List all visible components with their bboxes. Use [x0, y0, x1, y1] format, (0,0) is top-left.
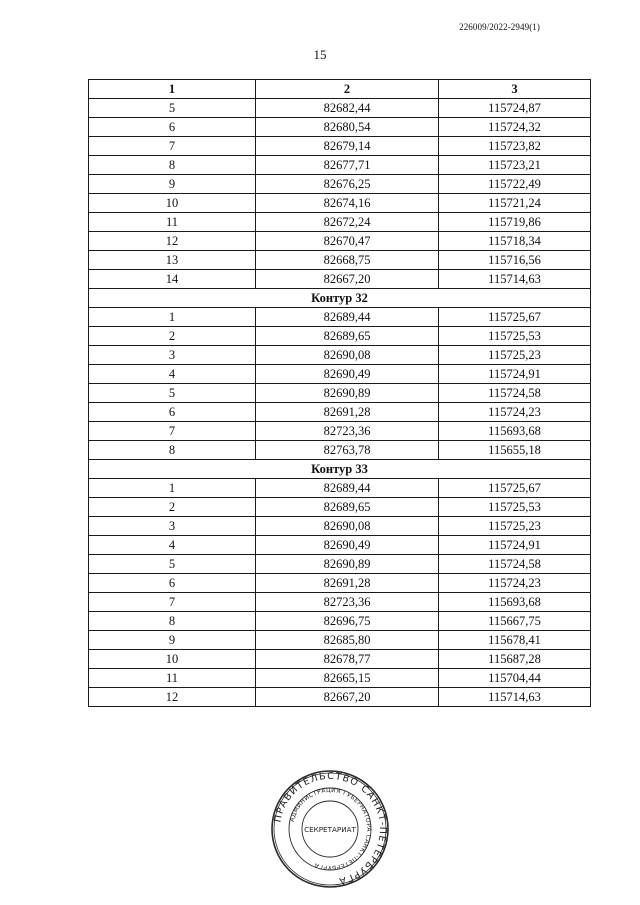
- y-coordinate-cell: 115693,68: [439, 422, 591, 441]
- point-number-cell: 8: [89, 612, 256, 631]
- point-number-cell: 5: [89, 384, 256, 403]
- point-number-cell: 8: [89, 441, 256, 460]
- y-coordinate-cell: 115704,44: [439, 669, 591, 688]
- x-coordinate-cell: 82674,16: [256, 194, 439, 213]
- table-row: [89, 479, 591, 498]
- x-coordinate-cell: 82690,08: [256, 346, 439, 365]
- x-coordinate-cell: 82680,54: [256, 118, 439, 137]
- table-row: [89, 232, 591, 251]
- table-row: [89, 118, 591, 137]
- y-coordinate-cell: 115724,23: [439, 574, 591, 593]
- x-coordinate-cell: 82679,14: [256, 137, 439, 156]
- table-row: [89, 175, 591, 194]
- table-row: [89, 403, 591, 422]
- table-row: [89, 194, 591, 213]
- table-row: [89, 384, 591, 403]
- secretariat-stamp: [262, 770, 398, 888]
- table-row: [89, 688, 591, 707]
- point-number-cell: 7: [89, 422, 256, 441]
- table-row: [89, 593, 591, 612]
- table-row: [89, 669, 591, 688]
- document-number: 226009/2022-2949(1): [459, 22, 540, 32]
- y-coordinate-cell: 115721,24: [439, 194, 591, 213]
- x-coordinate-cell: 82667,20: [256, 688, 439, 707]
- y-coordinate-cell: 115687,28: [439, 650, 591, 669]
- point-number-cell: 4: [89, 536, 256, 555]
- x-coordinate-cell: 82689,44: [256, 479, 439, 498]
- point-number-cell: 2: [89, 327, 256, 346]
- table-row: [89, 574, 591, 593]
- point-number-cell: 12: [89, 232, 256, 251]
- x-coordinate-cell: 82665,15: [256, 669, 439, 688]
- y-coordinate-cell: 115723,21: [439, 156, 591, 175]
- section-row: [89, 460, 591, 479]
- y-coordinate-cell: 115667,75: [439, 612, 591, 631]
- point-number-cell: 6: [89, 574, 256, 593]
- x-coordinate-cell: 82676,25: [256, 175, 439, 194]
- table-row: [89, 498, 591, 517]
- x-coordinate-cell: 82685,80: [256, 631, 439, 650]
- y-coordinate-cell: 115719,86: [439, 213, 591, 232]
- section-title: Контур 33: [89, 460, 591, 479]
- point-number-cell: 8: [89, 156, 256, 175]
- point-number-cell: 1: [89, 308, 256, 327]
- x-coordinate-cell: 82677,71: [256, 156, 439, 175]
- header-cell: 2: [256, 80, 439, 99]
- y-coordinate-cell: 115725,23: [439, 346, 591, 365]
- table-row: [89, 612, 591, 631]
- x-coordinate-cell: 82763,78: [256, 441, 439, 460]
- stamp-inner-text: АДМИНИСТРАЦИЯ ГУБЕРНАТОРА САНКТ-ПЕТЕРБУРГА: [288, 786, 373, 872]
- point-number-cell: 7: [89, 137, 256, 156]
- table-row: [89, 536, 591, 555]
- stamp-center-text: СЕКРЕТАРИАТ: [304, 825, 356, 834]
- y-coordinate-cell: 115724,58: [439, 384, 591, 403]
- x-coordinate-cell: 82672,24: [256, 213, 439, 232]
- x-coordinate-cell: 82690,89: [256, 384, 439, 403]
- table-row: [89, 308, 591, 327]
- table-row: [89, 270, 591, 289]
- y-coordinate-cell: 115725,67: [439, 308, 591, 327]
- x-coordinate-cell: 82682,44: [256, 99, 439, 118]
- coordinates-table: [88, 79, 591, 707]
- table-row: [89, 137, 591, 156]
- point-number-cell: 6: [89, 118, 256, 137]
- x-coordinate-cell: 82690,49: [256, 536, 439, 555]
- x-coordinate-cell: 82691,28: [256, 403, 439, 422]
- y-coordinate-cell: 115724,87: [439, 99, 591, 118]
- table-row: [89, 631, 591, 650]
- y-coordinate-cell: 115678,41: [439, 631, 591, 650]
- y-coordinate-cell: 115722,49: [439, 175, 591, 194]
- table-row: [89, 517, 591, 536]
- point-number-cell: 11: [89, 669, 256, 688]
- x-coordinate-cell: 82691,28: [256, 574, 439, 593]
- x-coordinate-cell: 82668,75: [256, 251, 439, 270]
- point-number-cell: 6: [89, 403, 256, 422]
- x-coordinate-cell: 82690,08: [256, 517, 439, 536]
- point-number-cell: 9: [89, 631, 256, 650]
- point-number-cell: 1: [89, 479, 256, 498]
- y-coordinate-cell: 115714,63: [439, 270, 591, 289]
- x-coordinate-cell: 82723,36: [256, 593, 439, 612]
- point-number-cell: 3: [89, 346, 256, 365]
- y-coordinate-cell: 115693,68: [439, 593, 591, 612]
- y-coordinate-cell: 115725,23: [439, 517, 591, 536]
- y-coordinate-cell: 115725,67: [439, 479, 591, 498]
- point-number-cell: 4: [89, 365, 256, 384]
- table-row: [89, 251, 591, 270]
- y-coordinate-cell: 115718,34: [439, 232, 591, 251]
- y-coordinate-cell: 115716,56: [439, 251, 591, 270]
- section-row: [89, 289, 591, 308]
- page-number: 15: [313, 47, 327, 62]
- y-coordinate-cell: 115714,63: [439, 688, 591, 707]
- y-coordinate-cell: 115724,91: [439, 365, 591, 384]
- x-coordinate-cell: 82689,65: [256, 498, 439, 517]
- y-coordinate-cell: 115725,53: [439, 498, 591, 517]
- point-number-cell: 12: [89, 688, 256, 707]
- point-number-cell: 5: [89, 555, 256, 574]
- x-coordinate-cell: 82678,77: [256, 650, 439, 669]
- table-row: [89, 213, 591, 232]
- table-row: [89, 441, 591, 460]
- table-row: [89, 555, 591, 574]
- y-coordinate-cell: 115724,23: [439, 403, 591, 422]
- table-row: [89, 327, 591, 346]
- stamp-outer-text: ПРАВИТЕЛЬСТВО САНКТ-ПЕТЕРБУРГА: [272, 770, 389, 887]
- point-number-cell: 2: [89, 498, 256, 517]
- y-coordinate-cell: 115723,82: [439, 137, 591, 156]
- x-coordinate-cell: 82690,49: [256, 365, 439, 384]
- table-row: [89, 365, 591, 384]
- x-coordinate-cell: 82689,65: [256, 327, 439, 346]
- x-coordinate-cell: 82723,36: [256, 422, 439, 441]
- table-row: [89, 156, 591, 175]
- x-coordinate-cell: 82696,75: [256, 612, 439, 631]
- x-coordinate-cell: 82670,47: [256, 232, 439, 251]
- point-number-cell: 11: [89, 213, 256, 232]
- y-coordinate-cell: 115724,58: [439, 555, 591, 574]
- point-number-cell: 7: [89, 593, 256, 612]
- point-number-cell: 3: [89, 517, 256, 536]
- x-coordinate-cell: 82690,89: [256, 555, 439, 574]
- y-coordinate-cell: 115724,32: [439, 118, 591, 137]
- table-row: [89, 422, 591, 441]
- point-number-cell: 5: [89, 99, 256, 118]
- table-header-row: [89, 80, 591, 99]
- point-number-cell: 10: [89, 650, 256, 669]
- header-cell: 1: [89, 80, 256, 99]
- y-coordinate-cell: 115655,18: [439, 441, 591, 460]
- header-cell: 3: [439, 80, 591, 99]
- point-number-cell: 10: [89, 194, 256, 213]
- y-coordinate-cell: 115724,91: [439, 536, 591, 555]
- point-number-cell: 13: [89, 251, 256, 270]
- point-number-cell: 9: [89, 175, 256, 194]
- table-row: [89, 650, 591, 669]
- section-title: Контур 32: [89, 289, 591, 308]
- x-coordinate-cell: 82689,44: [256, 308, 439, 327]
- point-number-cell: 14: [89, 270, 256, 289]
- table-row: [89, 99, 591, 118]
- table-row: [89, 346, 591, 365]
- x-coordinate-cell: 82667,20: [256, 270, 439, 289]
- y-coordinate-cell: 115725,53: [439, 327, 591, 346]
